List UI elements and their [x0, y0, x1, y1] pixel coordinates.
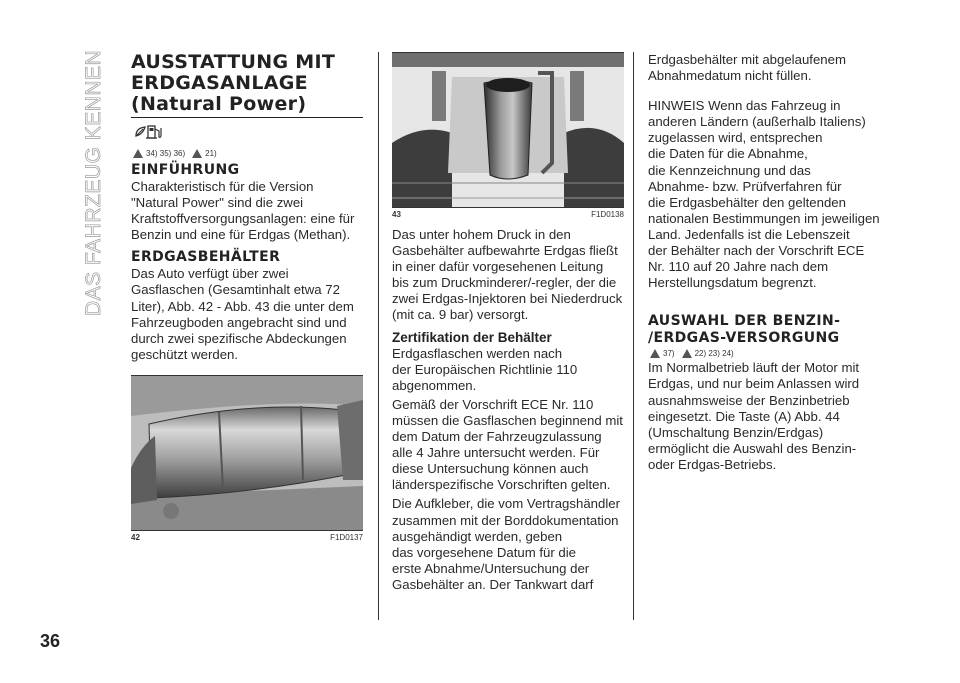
figure-42-caption: 42 F1D0137 [131, 532, 363, 542]
fuel-leaf-icon [133, 122, 167, 147]
section-title: AUSSTATTUNG MIT ERDGASANLAGE (Natural Power) [131, 52, 363, 118]
warning-triangle-icon [133, 149, 143, 158]
warning-references: 37) 22) 23) 24) [650, 349, 880, 358]
paragraph-nicht-fuellen: Erdgasbehälter mit abgelaufenem Abnahmedatum nicht füllen. [648, 52, 846, 84]
figure-43-underbody-image [392, 52, 624, 208]
warning-triangle-icon [192, 149, 202, 158]
column-3 [648, 52, 880, 473]
column-divider-1 [378, 52, 379, 620]
heading-erdgasbehaelter: ERDGASBEHÄLTER [131, 249, 281, 266]
paragraph-erdgas-leitung: Das unter hohem Druck in den Gasbehälter aufbewahrte Erdgas fließt in einer dafür vorgesehenen Leitung bis zum Druckminderer/-regler, der die zwei Erdgas-Injektoren bei Niederdruck (mit ca. 9 bar) versorgt. [392, 227, 623, 323]
paragraph-aufkleber: Die Aufkleber, die vom Vertragshändler zusammen mit der Borddokumentation ausgehändigt werden, geben das vorgesehene Datum für die erste Abnahme/Untersuchung der Gasbehälter an. Der Tankwart darf [392, 496, 620, 592]
page-number: 36 [40, 631, 61, 651]
warning-triangle-icon [682, 349, 692, 358]
figure-43-caption: 43 F1D0138 [392, 210, 624, 219]
paragraph-normalbetrieb: Im Normalbetrieb läuft der Motor mit Erdgas, und nur beim Anlassen wird ausnahmsweise der Benzinbetrieb eingesetzt. Die Taste (A) Abb. 44 (Umschaltung Benzin/Erdgas) ermöglicht die Auswahl des Benzin- oder Erdgas-Betriebs. [648, 360, 860, 472]
column-1 [131, 52, 363, 542]
column-divider-2 [633, 52, 634, 620]
figure-42-tank-image [131, 375, 363, 531]
heading-auswahl: AUSWAHL DER BENZIN- /ERDGAS-VERSORGUNG [648, 313, 841, 347]
heading-zertifikation: Zertifikation der Behälter [392, 329, 552, 345]
warning-triangle-icon [650, 349, 660, 358]
heading-einfuehrung: EINFÜHRUNG [131, 162, 240, 178]
warning-references: 34) 35) 36) 21) [133, 149, 363, 158]
side-chapter-title: DAS FAHRZEUG KENNEN [82, 49, 105, 316]
column-2 [392, 52, 624, 593]
paragraph-einfuehrung: Charakteristisch für die Version "Natural Power" sind die zwei Kraftstoffversorgungsanlagen: eine für Benzin und eine für Erdgas (Methan). [131, 179, 355, 243]
paragraph-erdgasbehaelter: Das Auto verfügt über zwei Gasflaschen (Gesamtinhalt etwa 72 Liter), Abb. 42 - Abb. 43 die unter dem Fahrzeugboden angebracht sind und durch zwei spezifische Abdeckungen geschützt werden. [131, 266, 354, 362]
paragraph-hinweis: HINWEIS Wenn das Fahrzeug in anderen Ländern (außerhalb Italiens) zugelassen wird, entsprechen die Daten für die Abnahme, die Kennzeichnung und das Abnahme- bzw. Prüfverfahren für die Erdgasbehälter den geltenden nationalen Bestimmungen im jeweiligen Land. Jedenfalls ist die Lebenszeit der Behälter nach der Vorschrift ECE Nr. 110 auf 20 Jahre nach dem Herstellungsdatum begrenzt. [648, 98, 880, 291]
paragraph-richtlinie: Erdgasflaschen werden nach der Europäischen Richtlinie 110 abgenommen. [392, 345, 578, 393]
paragraph-ece-110: Gemäß der Vorschrift ECE Nr. 110 müssen die Gasflaschen beginnend mit dem Datum der Fahrzeugzulassung alle 4 Jahre untersucht werden. Für diese Untersuchung können auch länderspezifische Vorschriften gelten. [392, 396, 623, 493]
